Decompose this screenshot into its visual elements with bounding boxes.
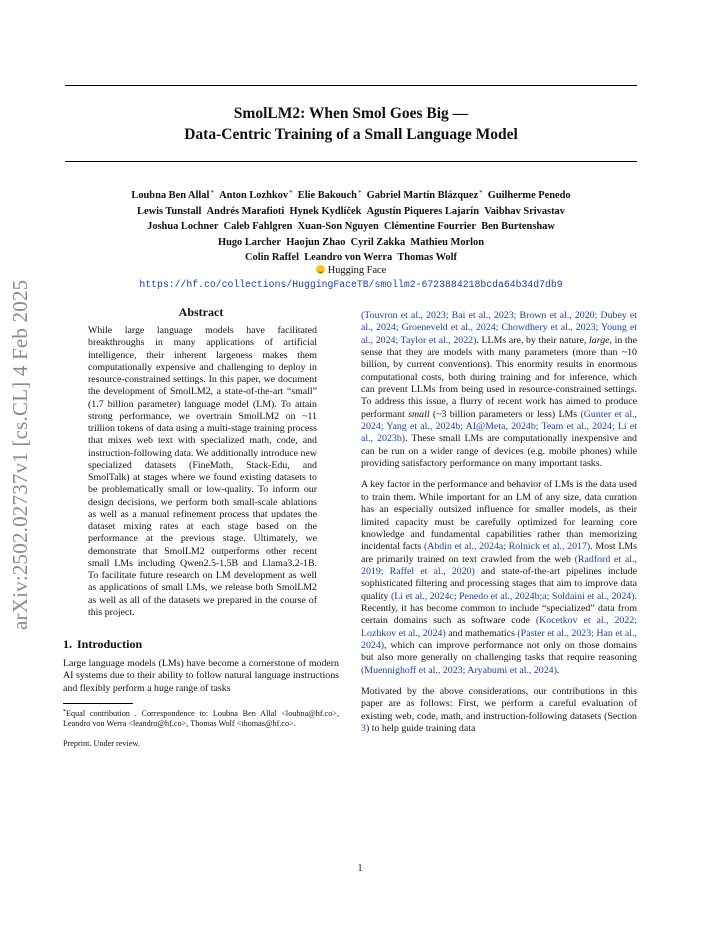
author-name: Anton Lozhkov <box>219 190 289 201</box>
page-number: 1 <box>357 863 363 874</box>
equal-contribution-mark: * <box>210 189 214 197</box>
title-top-rule <box>65 85 637 86</box>
title-line-2: Data-Centric Training of a Small Language Model <box>184 126 518 143</box>
author-name: Andrés Marafioti <box>206 205 285 217</box>
author-name: Caleb Fahlgren <box>223 221 293 233</box>
citation-link[interactable]: (Touvron et al., 2023; Bai et al., 2023; Brown et al., 2020; Dubey et al., 2024; Groeneveld et al., 2024; Chowdhery et al., 2023; Young et al., 2024; Taylor et al., 2022) <box>361 310 637 346</box>
body-paragraph: (Touvron et al., 2023; Bai et al., 2023; Brown et al., 2020; Dubey et al., 2024; Groeneveld et al., 2024; Chowdhery et al., 2023; Young et al., 2024; Taylor et al., 2022). LLMs are, by their nature, large, in the sense that they are models with many parameters (more than ~10 billion, by current conventions). This enormity results in enormous computational costs, both during training and for inference, which can prevent LLMs from being used in resource-constrained settings. To address this issue, a flurry of recent work has aimed to produce performant small (~3 billion parameters or less) LMs (Gunter et al., 2024; Yang et al., 2024b; AI@Meta, 2024b; Team et al., 2024; Li et al., 2023b). These small LMs are computationally inexpensive and can be run on a wider range of devices (e.g. mobile phones) while providing satisfactory performance on many important tasks. <box>361 310 638 470</box>
author-name: Leandro von Werra <box>304 252 393 264</box>
title-line-1: SmolLM2: When Smol Goes Big — <box>233 105 469 122</box>
citation-link[interactable]: (Paster et al., 2023; Han et al., 2024) <box>361 627 637 651</box>
author-name: Xuan-Son Nguyen <box>297 221 379 233</box>
author-line <box>65 235 637 251</box>
title-bottom-rule <box>65 161 637 162</box>
footnote-mark: * <box>63 708 66 715</box>
right-column <box>361 310 637 744</box>
citation-link[interactable]: (Kocetkov et al., 2022; Lozhkov et al., 2024) <box>361 615 637 639</box>
citation-link[interactable]: (Abdin et al., 2024a; Rolnick et al., 2017) <box>423 541 591 553</box>
author-name: Hynek Kydlíček <box>289 205 362 217</box>
author-name: Ben Burtenshaw <box>481 221 555 233</box>
section-heading-introduction <box>63 637 339 651</box>
equal-contribution-mark: * <box>479 189 483 197</box>
author-name: Hugo Larcher <box>218 236 282 248</box>
author-line <box>65 204 637 220</box>
author-name: Guilherme Penedo <box>487 190 571 201</box>
author-name: Agustín Piqueres Lajarín <box>366 205 479 217</box>
citation-link[interactable]: (Radford et al., 2019; Raffel et al., 2020) <box>361 553 637 577</box>
author-name: Joshua Lochner <box>147 221 219 233</box>
emphasis-text: small <box>408 408 430 420</box>
abstract-heading: Abstract <box>178 305 224 319</box>
citation-link[interactable]: (Gunter et al., 2024; Yang et al., 2024b; AI@Meta, 2024b; Team et al., 2024; Li et al., 2023b) <box>361 408 638 445</box>
footnote-rule <box>63 703 133 704</box>
emphasis-text: large <box>589 334 610 346</box>
author-name: Loubna Ben Allal <box>131 190 210 201</box>
hugging-face-emoji-icon <box>316 265 325 274</box>
citation-link[interactable]: (Muennighoff et al., 2023; Aryabumi et al., 2024) <box>361 664 557 676</box>
author-name: Thomas Wolf <box>397 252 457 264</box>
preprint-notice: Preprint. Under review. <box>63 738 140 748</box>
author-name: Haojun Zhao <box>286 236 346 248</box>
collection-link[interactable]: https://hf.co/collections/HuggingFaceTB/smollm2-6723884218bcda64b34d7db9 <box>139 279 563 290</box>
author-name: Elie Bakouch <box>297 190 357 201</box>
author-name: Lewis Tunstall <box>137 205 202 217</box>
body-paragraph: Motivated by the above considerations, our contributions in this paper are as follows: First, we perform a careful evaluation of existing web, code, math, and instruction-following datasets (Section 3) to help guide training data <box>361 685 637 734</box>
author-name: Cyril Zakka <box>350 236 406 248</box>
section-title: Introduction <box>77 637 143 651</box>
section-number: 1. <box>63 637 72 651</box>
paper-title <box>65 103 637 145</box>
citation-link[interactable]: (Li et al., 2024c; Penedo et al., 2024b;a; Soldaini et al., 2024) <box>390 590 635 602</box>
author-line <box>65 219 637 235</box>
author-name: Vaibhav Srivastav <box>484 205 565 217</box>
author-line <box>65 186 637 204</box>
author-name: Colin Raffel <box>245 252 300 264</box>
abstract-text: While large language models have facilitated breakthroughs in many applications of artificial intelligence, their inherent largeness makes them computationally expensive and challenging to deploy in resource-constrained settings. In this paper, we document the development of SmolLM2, a state-of-the-art “small” (1.7 billion parameter) language model (LM). To attain strong performance, we overtrain SmolLM2 on ~11 trillion tokens of data using a multi-stage training process that mixes web text with specialized math, code, and instruction-following data. We additionally introduce new specialized datasets (FineMath, Stack-Edu, and SmolTalk) at stages where we found existing datasets to be problematically small or low-quality. To inform our design decisions, we perform both small-scale ablations as well as a manual refinement process that updates the dataset mixing rates at each stage based on the performance at the previous stage. Ultimately, we demonstrate that SmolLM2 outperforms other recent small LMs including Qwen2.5-1.5B and Llama3.2-1B. To facilitate future research on LM development as well as applications of small LMs, we release both SmolLM2 as well as all of the datasets we prepared in the course of this project. <box>88 325 317 618</box>
affiliation-name: Hugging Face <box>327 265 387 276</box>
affiliation <box>65 264 637 278</box>
citation-link[interactable]: 3 <box>361 723 366 734</box>
equal-contribution-mark: * <box>357 189 362 197</box>
body-paragraph: A key factor in the performance and behavior of LMs is the data used to train them. While important for an LM of any size, data curation has an especially outsized influence for smaller models, as their limited capacity must be carefully optimized for learning core knowledge and fundamental capabilities rather than memorizing incidental facts (Abdin et al., 2024a; Rolnick et al., 2017). Most LMs are primarily trained on text crawled from the web (Radford et al., 2019; Raffel et al., 2020) and state-of-the-art pipelines include sophisticated filtering and processing stages that aim to improve data quality (Li et al., 2024c; Penedo et al., 2024b;a; Soldaini et al., 2024). Recently, it has become common to include “specialized” data from certain domains such as software code (Kocetkov et al., 2022; Lozhkov et al., 2024) and mathematics (Paster et al., 2023; Han et al., 2024), which can improve performance not only on those domains but also more generally on challenging tasks that require reasoning (Muennighoff et al., 2023; Aryabumi et al., 2024). <box>361 479 637 676</box>
intro-paragraph: Large language models (LMs) have become a cornerstone of modern AI systems due to their ability to follow natural language instructions and flexibly perform a huge range of tasks <box>63 658 339 694</box>
author-list <box>65 186 637 266</box>
author-name: Mathieu Morlon <box>410 236 484 248</box>
equal-contribution-mark: * <box>289 189 293 197</box>
footnote-text: Equal contribution . Correspondence to: Loubna Ben Allal <loubna@hf.co>, Leandro von Werra <leandro@hf.co>, Thomas Wolf <thomas@hf.co>. <box>63 708 339 728</box>
left-column <box>63 305 339 749</box>
author-name: Clémentine Fourrier <box>383 221 477 233</box>
footnote <box>63 707 339 729</box>
arxiv-identifier: arXiv:2502.02737v1 [cs.CL] 4 Feb 2025 <box>8 279 32 630</box>
author-name: Gabriel Martín Blázquez <box>366 190 479 201</box>
